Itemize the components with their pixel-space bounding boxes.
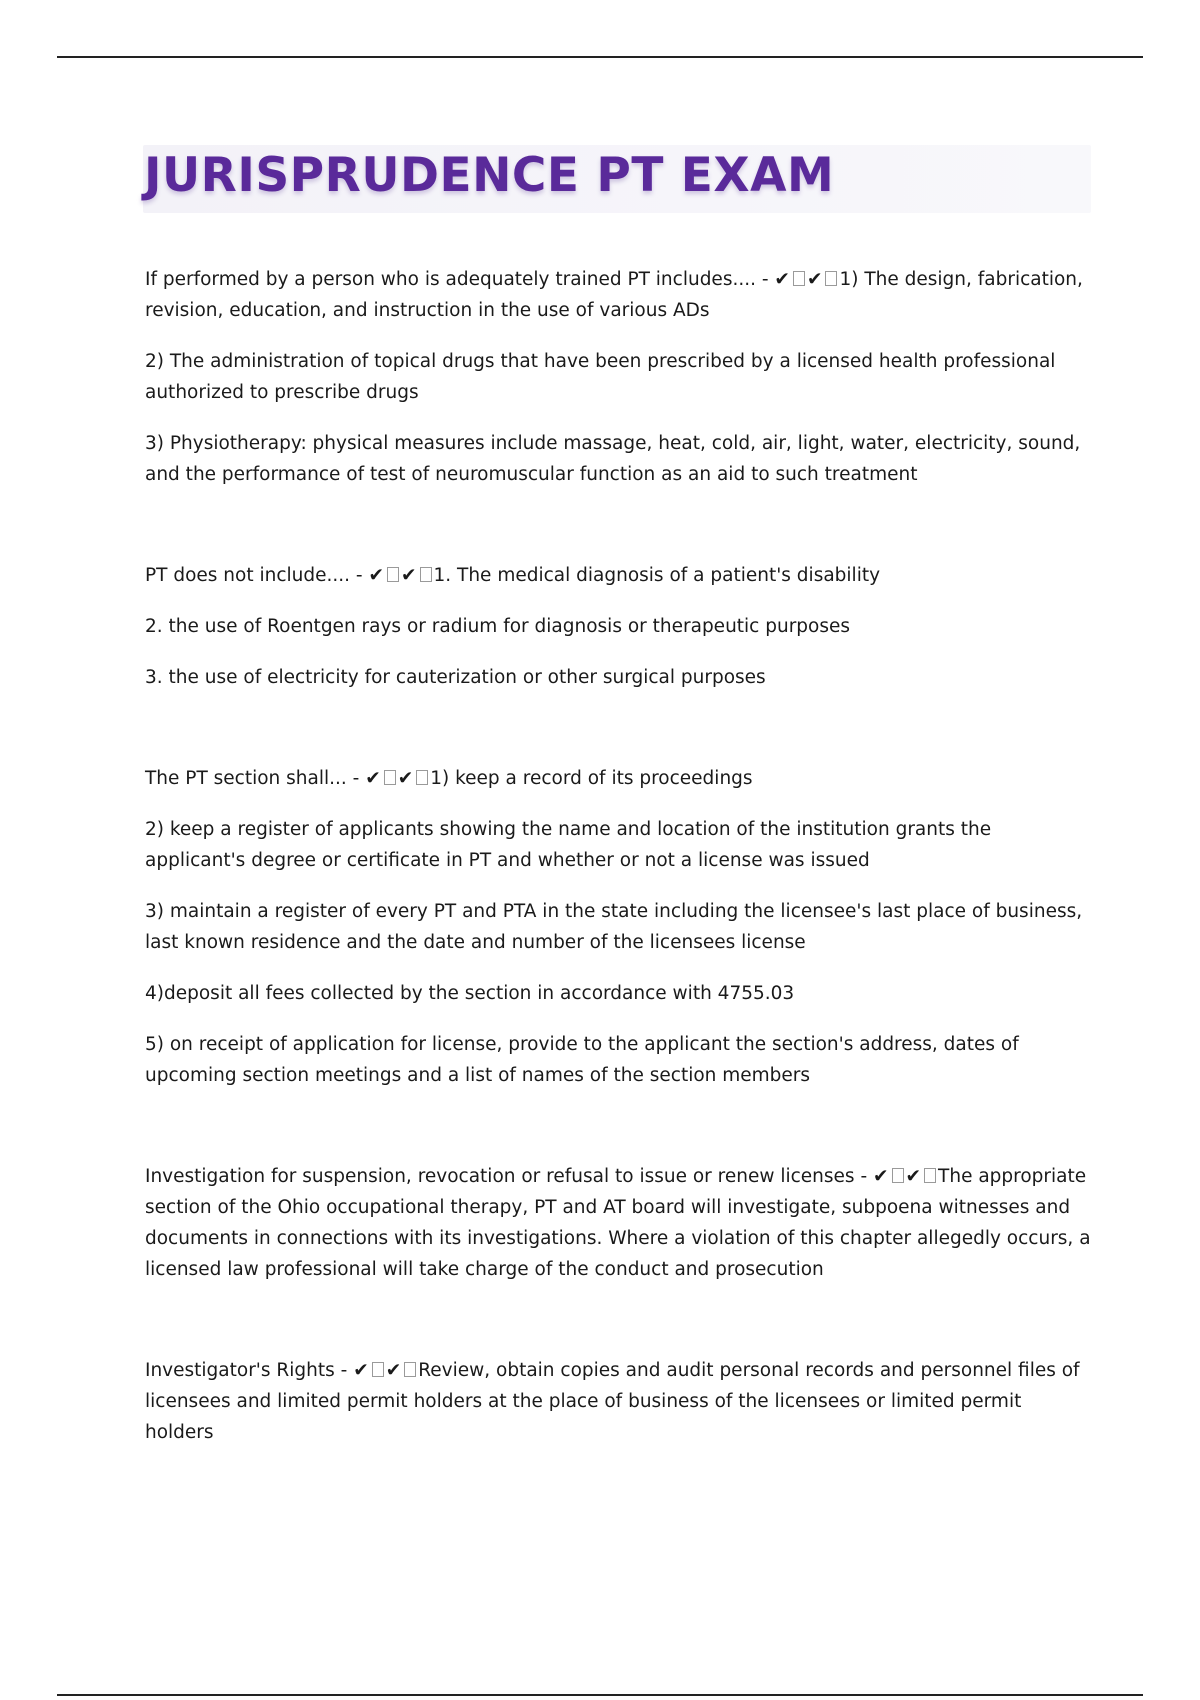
top-rule [57,56,1143,58]
checkmark-icon: ✔ [905,1166,923,1187]
checkmark-icon: ✔ [873,1166,890,1187]
missing-glyph-box-icon [416,770,428,785]
qa-item [145,560,1095,693]
answer-line: 5) on receipt of application for license, provide to the applicant the section's address, dates of upcoming section meetings and a list of names of the section members [145,1034,1019,1086]
answer-line: 3) maintain a register of every PT and PTA in the state including the licensee's last place of business, last known residence and the date and number of the licensees license [145,901,1083,953]
qa-first-line [145,763,1095,794]
qa-first-line [145,1355,1095,1448]
checkmark-icon: ✔ [806,269,824,290]
answer-line: 3. the use of electricity for cauterization or other surgical purposes [145,667,766,688]
answer-line: 2) The administration of topical drugs that have been prescribed by a licensed health professional authorized to prescribe drugs [145,351,1056,403]
qa-item [145,1161,1095,1285]
document-title: JURISPRUDENCE PT EXAM [144,148,835,203]
checkmark-icon: ✔ [397,768,415,789]
qa-item [145,763,1095,1091]
qa-item [145,1355,1095,1448]
bottom-rule [57,1694,1143,1696]
answer-text: Review, obtain copies and audit personal records and personnel files of licensees and limited permit holders at the place of business of the licensees or limited permit holders [145,1360,1080,1443]
answer-line: 4)deposit all fees collected by the section in accordance with 4755.03 [145,983,795,1004]
missing-glyph-box-icon [793,271,805,286]
checkmark-icon: ✔ [365,768,382,789]
question-text: Investigator's Rights - [145,1360,354,1381]
qa-first-line [145,264,1095,326]
answer-text: 1) The design, fabrication, revision, education, and instruction in the use of various ADs [145,269,1083,321]
answer-text: 1) keep a record of its proceedings [430,768,753,789]
checkmark-icon: ✔ [400,565,418,586]
missing-glyph-box-icon [384,770,396,785]
missing-glyph-box-icon [372,1362,384,1377]
missing-glyph-box-icon [404,1362,416,1377]
answer-text: 1. The medical diagnosis of a patient's disability [433,565,881,586]
answer-text: The appropriate section of the Ohio occupational therapy, PT and AT board will investigate, subpoena witnesses and documents in connections with its investigations. Where a violation of this chapter allegedly occurs, a licensed law professional will take charge of the conduct and prosecution [145,1166,1091,1280]
qa-first-line [145,560,1095,591]
checkmark-icon: ✔ [353,1360,370,1381]
question-text: PT does not include.... - [145,565,369,586]
qa-first-line [145,1161,1095,1285]
missing-glyph-box-icon [420,567,432,582]
missing-glyph-box-icon [825,271,837,286]
qa-list [145,264,1095,1448]
qa-item [145,264,1095,490]
missing-glyph-box-icon [892,1168,904,1183]
checkmark-icon: ✔ [774,269,791,290]
question-text: If performed by a person who is adequately trained PT includes.... - [145,269,775,290]
missing-glyph-box-icon [387,567,399,582]
answer-line: 2) keep a register of applicants showing the name and location of the institution grants the applicant's degree or certificate in PT and whether or not a license was issued [145,819,992,871]
question-text: Investigation for suspension, revocation or refusal to issue or renew licenses - [145,1166,874,1187]
checkmark-icon: ✔ [385,1360,403,1381]
missing-glyph-box-icon [924,1168,936,1183]
checkmark-icon: ✔ [368,565,385,586]
answer-line: 2. the use of Roentgen rays or radium for diagnosis or therapeutic purposes [145,616,851,637]
question-text: The PT section shall... - [145,768,366,789]
answer-line: 3) Physiotherapy: physical measures include massage, heat, cold, air, light, water, electricity, sound, and the performance of test of neuromuscular function as an aid to such treatment [145,433,1081,485]
